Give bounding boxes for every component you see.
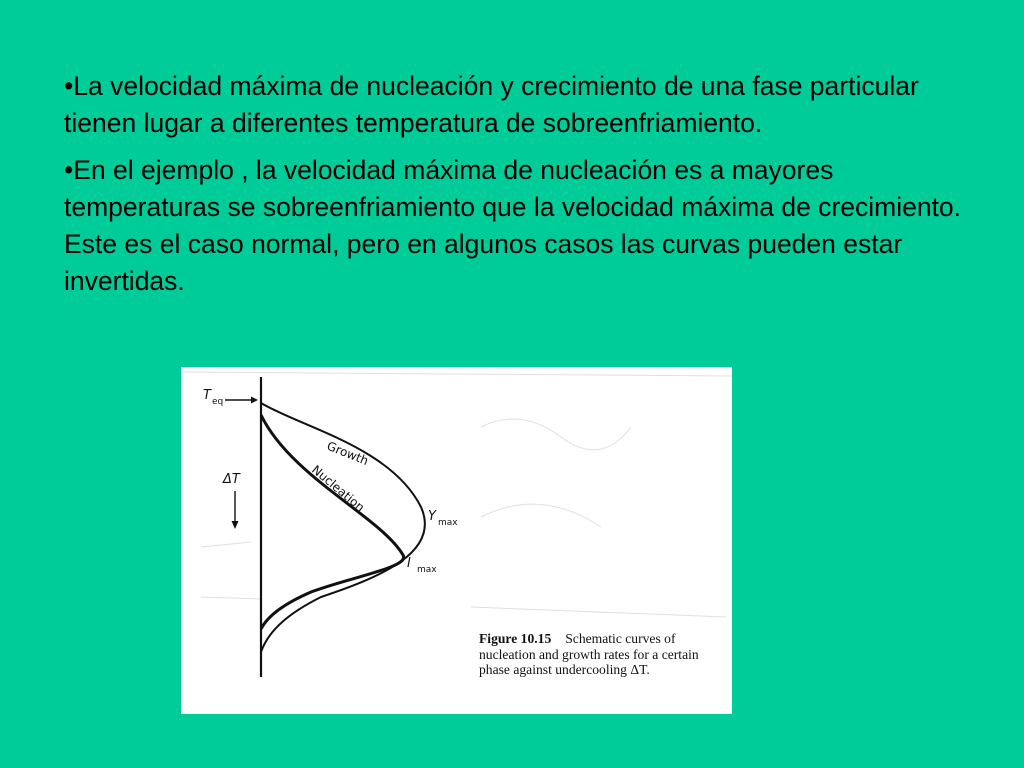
caption-text: Schematic curves of nucleation and growth rates for a certain phase against undercooling ΔT.	[479, 631, 699, 677]
scan-bleed-through	[181, 372, 732, 617]
growth-curve	[261, 403, 425, 652]
teq-arrowhead	[251, 397, 258, 404]
figure-scan	[181, 367, 732, 714]
bullet-list	[64, 68, 964, 310]
delta-t-label: ΔT	[223, 472, 240, 487]
scan-edge-line	[181, 372, 732, 376]
teq-subscript: eq	[212, 397, 224, 407]
delta-t-arrowhead	[232, 521, 239, 529]
imax-label: I	[407, 556, 411, 571]
bleed-line	[201, 597, 261, 599]
bullet-item: •La velocidad máxima de nucleación y crecimiento de una fase particular tienen lugar a diferentes temperatura de sobreenfriamiento.	[64, 71, 919, 138]
bleed-curve	[481, 419, 631, 450]
ymax-label: Y	[428, 509, 436, 524]
bleed-curve	[481, 504, 601, 527]
nucleation-label: Nucleation	[309, 462, 368, 515]
teq-label: T	[203, 388, 211, 403]
caption-number: Figure 10.15	[479, 631, 552, 646]
bleed-line	[201, 542, 251, 547]
imax-subscript: max	[417, 565, 437, 575]
figure-caption	[479, 631, 729, 678]
ymax-subscript: max	[438, 518, 458, 528]
bullet-item: •En el ejemplo , la velocidad máxima de nucleación es a mayores temperaturas se sobreenfriamiento que la velocidad máxima de crecimiento. Este es el caso normal, pero en algunos casos las curvas pueden estar invertidas.	[64, 155, 962, 296]
growth-label: Growth	[324, 438, 371, 469]
bleed-line	[471, 607, 726, 617]
